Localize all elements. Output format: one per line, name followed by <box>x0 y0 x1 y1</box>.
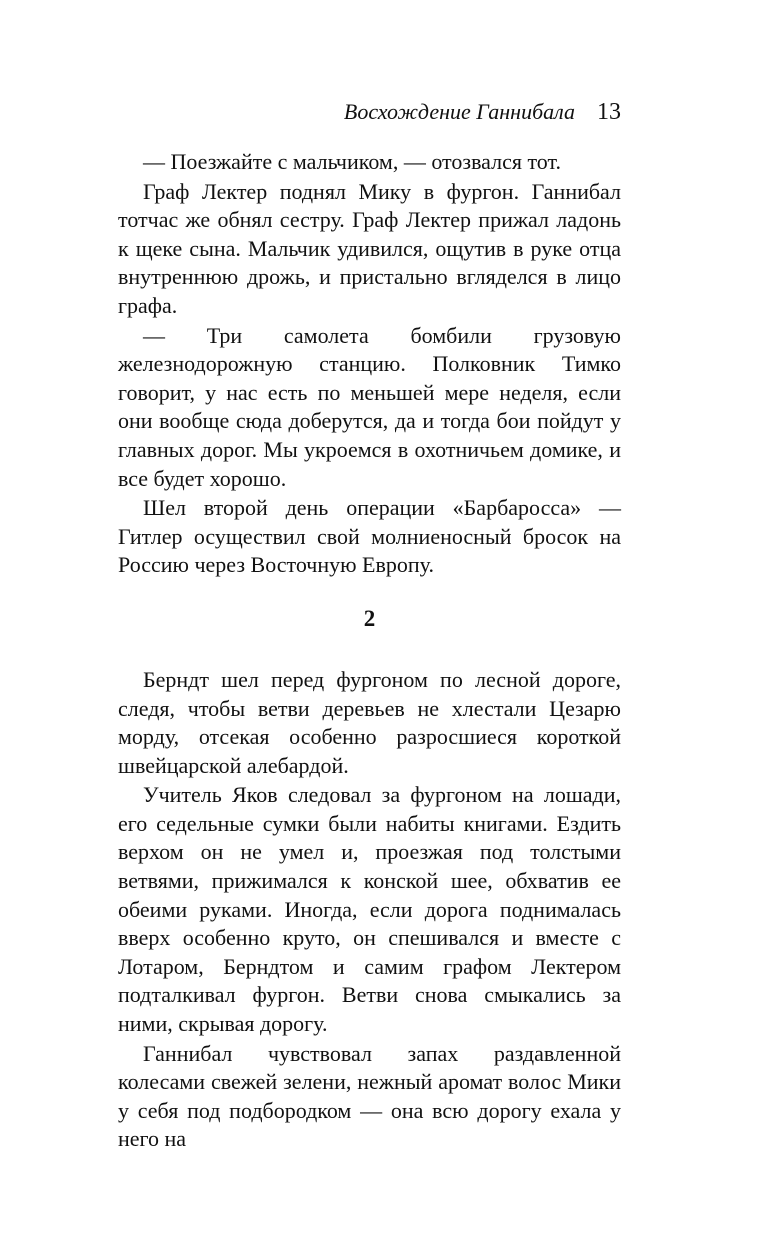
paragraph: — Три самолета бомбили грузовую железнодорожную станцию. Полковник Тимко говорит, у нас есть по меньшей мере неделя, если они вообще сюда доберутся, да и тогда бои пойдут у главных дорог. Мы укроемся в охотничьем домике, и все будет хорошо. <box>118 322 621 491</box>
paragraph: Шел второй день операции «Барбаросса» — Гитлер осуществил свой молниеносный бросок на Россию через Восточную Европу. <box>118 495 621 578</box>
paragraph: Ганнибал чувствовал запах раздавленной колесами свежей зелени, нежный аромат волос Мики у себя под подбородком — она всю дорогу ехала у него на <box>118 1040 621 1152</box>
text-block <box>118 148 621 1155</box>
paragraph: Учитель Яков следовал за фургоном на лошади, его седельные сумки были набиты книгами. Ездить верхом он не умел и, проезжая под толстыми ветвями, прижимался к конской шее, обхватив ее обеими руками. Иногда, если дорога поднималась вверх особенно круто, он спешивался и вместе с Лотаром, Берндтом и самим графом Лектером подталкивал фургон. Ветви снова смыкались за ними, скрывая дорогу. <box>118 782 621 1037</box>
paragraph: Граф Лектер поднял Мику в фургон. Ганнибал тотчас же обнял сестру. Граф Лектер прижал ладонь к щеке сына. Мальчик удивился, ощутив в руке отца внутреннюю дрожь, и пристально вгляделся в лицо графа. <box>118 178 621 318</box>
section-number: 2 <box>363 605 376 631</box>
paragraph: — Поезжайте с мальчиком, — отозвался тот. <box>143 149 561 174</box>
running-header <box>118 96 621 128</box>
paragraph: Берндт шел перед фургоном по лесной дороге, следя, чтобы ветви деревьев не хлестали Цезарю морду, отсекая особенно разросшиеся короткой швейцарской алебардой. <box>118 666 621 778</box>
running-title: Восхождение Ганнибала <box>343 99 575 124</box>
page-number: 13 <box>597 99 621 125</box>
